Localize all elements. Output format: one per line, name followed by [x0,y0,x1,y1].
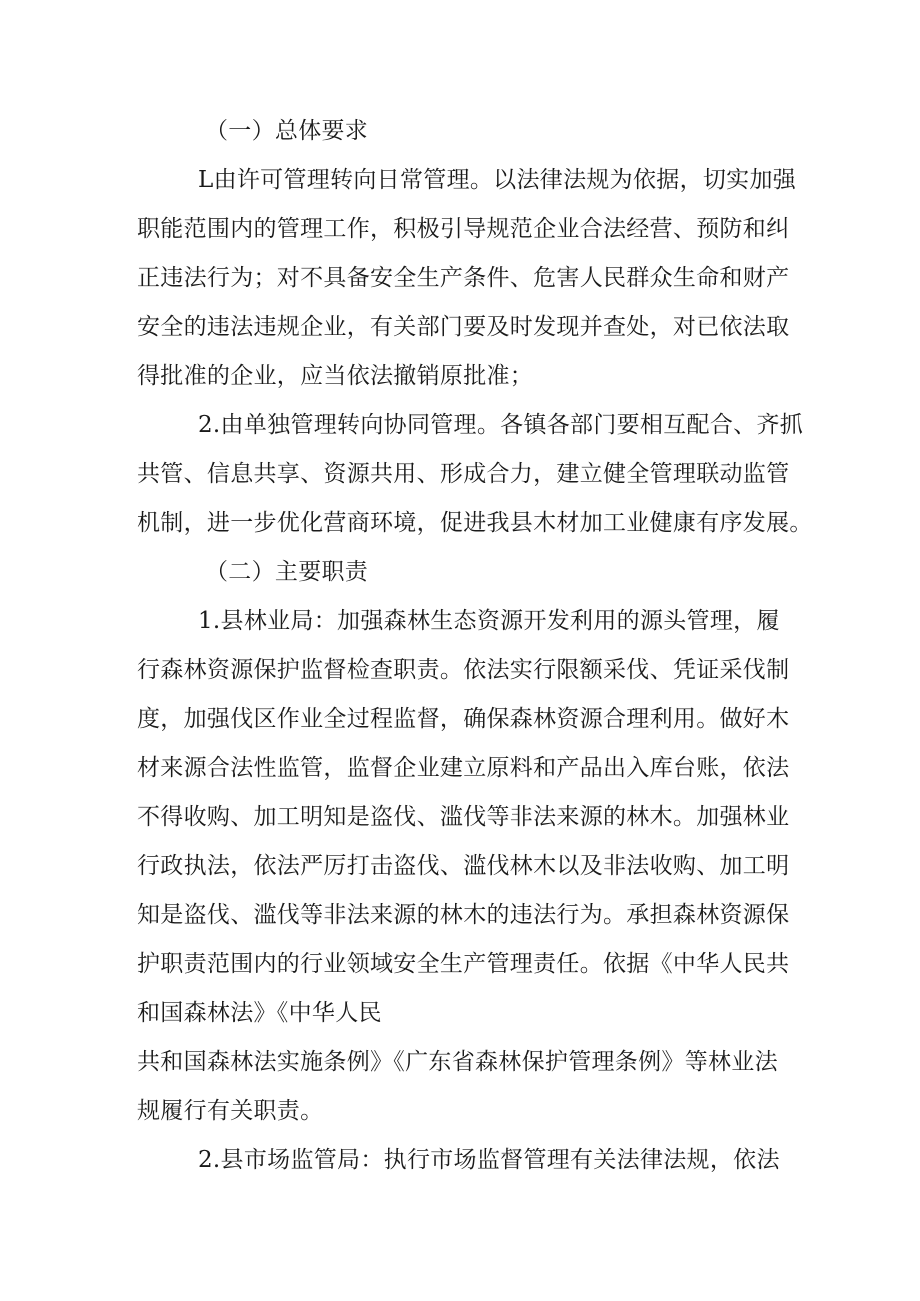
paragraph-line: 行森林资源保护监督检查职责。依法实行限额采伐、凭证采伐制 [137,657,790,683]
paragraph-line: 度，加强伐区作业全过程监督，确保森林资源合理利用。做好木 [137,706,790,732]
paragraph-line: 2.县市场监管局：执行市场监督管理有关法律法规，依法 [198,1147,780,1173]
paragraph-line: 1.县林业局：加强森林生态资源开发利用的源头管理，履 [198,608,780,634]
paragraph-line: 正违法行为；对不具备安全生产条件、危害人民群众生命和财产 [137,265,790,291]
paragraph-line: 规履行有关职责。 [137,1098,324,1124]
paragraph-line: 得批准的企业，应当依法撤销原批准； [137,363,534,389]
paragraph-line: 2.由单独管理转向协同管理。各镇各部门要相互配合、齐抓 [198,412,804,438]
paragraph-line: 共和国森林法实施条例》《广东省森林保护管理条例》等林业法 [137,1049,778,1075]
paragraph-line: 和国森林法》《中华人民 [137,1000,382,1026]
paragraph-line: 机制，进一步优化营商环境，促进我县木材加工业健康有序发展。 [137,510,813,536]
paragraph-line: L由许可管理转向日常管理。以法律法规为依据，切实加强 [198,167,797,193]
section-heading-main-duties: （二）主要职责 [205,559,369,585]
paragraph-line: 知是盗伐、滥伐等非法来源的林木的违法行为。承担森林资源保 [137,902,790,928]
paragraph-line: 护职责范围内的行业领域安全生产管理责任。依据《中华人民共 [137,951,790,977]
section-heading-general-requirements: （一）总体要求 [205,118,369,144]
paragraph-line: 共管、信息共享、资源共用、形成合力，建立健全管理联动监管 [137,461,790,487]
paragraph-line: 行政执法，依法严厉打击盗伐、滥伐林木以及非法收购、加工明 [137,853,790,879]
paragraph-line: 不得收购、加工明知是盗伐、滥伐等非法来源的林木。加强林业 [137,804,790,830]
paragraph-line: 职能范围内的管理工作，积极引导规范企业合法经营、预防和纠 [137,216,790,242]
paragraph-line: 材来源合法性监管，监督企业建立原料和产品出入库台账，依法 [137,755,790,781]
paragraph-line: 安全的违法违规企业，有关部门要及时发现并查处，对已依法取 [137,314,790,340]
